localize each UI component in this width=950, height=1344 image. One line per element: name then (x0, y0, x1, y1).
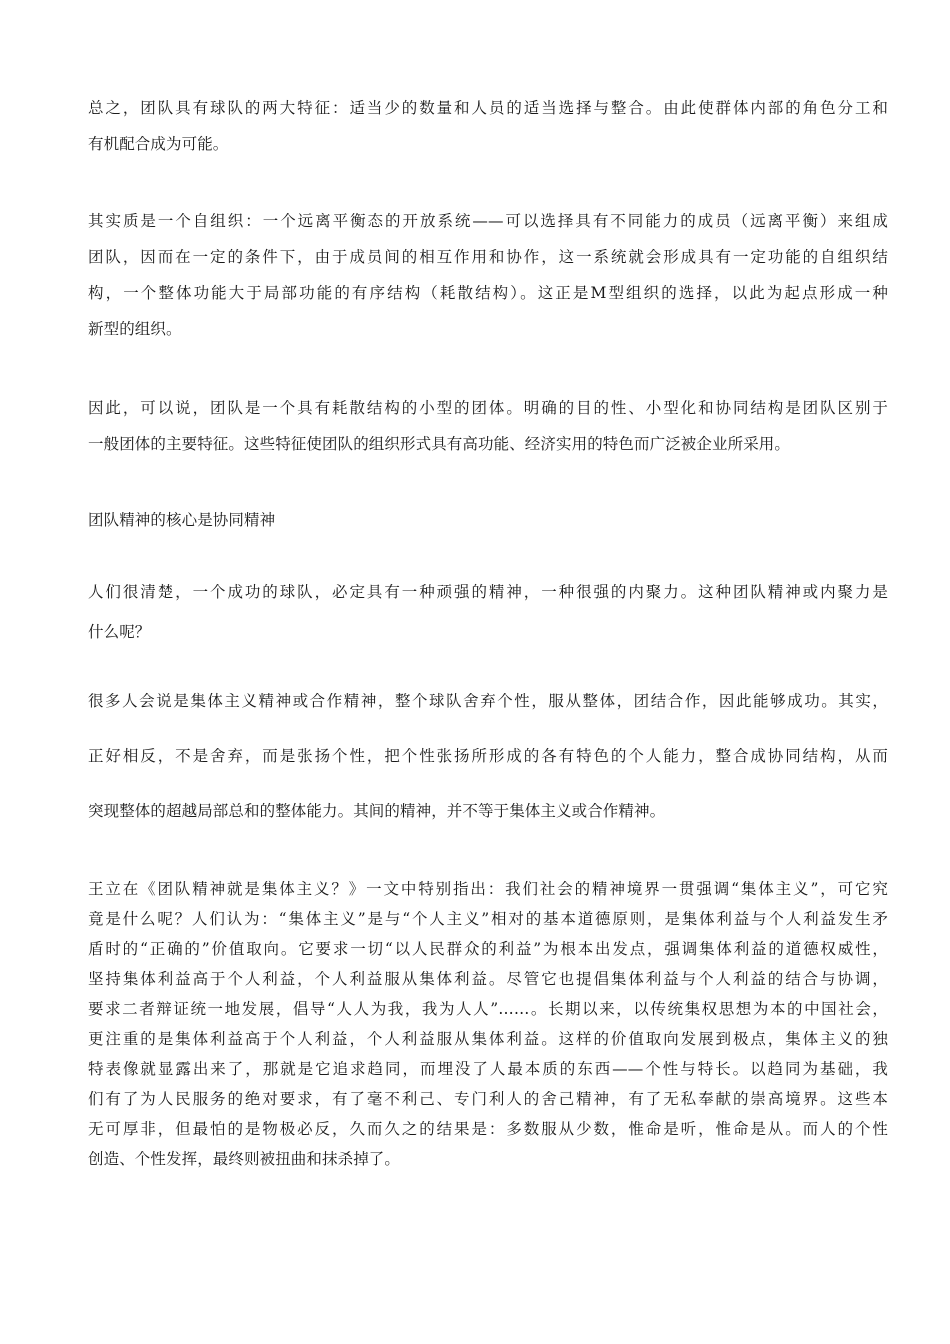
text-line: 新型的组织。 (88, 320, 182, 338)
text-line: 更注重的是集体利益高于个人利益，个人利益服从集体利益。这样的价值取向发展到极点，集体主义的独 (88, 1030, 888, 1048)
text-line: 一般团体的主要特征。这些特征使团队的组织形式具有高功能、经济实用的特色而广泛被企业所采用。 (88, 435, 791, 453)
paragraph-3 (88, 390, 888, 462)
text-line: 有机配合成为可能。 (88, 135, 229, 153)
heading-text: 团队精神的核心是协同精神 (88, 511, 276, 529)
text-line: 特表像就显露出来了，那就是它追求趋同，而埋没了人最本质的东西——个性与特长。以趋同为基础，我 (88, 1060, 888, 1078)
text-line: 突现整体的超越局部总和的整体能力。其间的精神，并不等于集体主义或合作精神。 (88, 802, 666, 820)
text-line: 们有了为人民服务的绝对要求，有了毫不利己、专门利人的舍己精神，有了无私奉献的崇高境界。这些本 (88, 1090, 888, 1108)
paragraph-6 (88, 874, 888, 1174)
text-line: 总之，团队具有球队的两大特征：适当少的数量和人员的适当选择与整合。由此使群体内部的角色分工和 (88, 99, 888, 117)
text-line: 构，一个整体功能大于局部功能的有序结构（耗散结构）。这正是M型组织的选择，以此为起点形成一种 (88, 284, 888, 302)
text-line: 竟是什么呢？人们认为：“集体主义”是与“个人主义”相对的基本道德原则，是集体利益与个人利益发生矛 (88, 910, 888, 928)
text-line: 很多人会说是集体主义精神或合作精神，整个球队舍弃个性，服从整体，团结合作，因此能够成功。其实， (88, 692, 888, 710)
text-line: 正好相反，不是舍弃，而是张扬个性，把个性张扬所形成的各有特色的个人能力，整合成协同结构，从而 (88, 747, 888, 765)
section-heading (88, 502, 888, 538)
paragraph-1 (88, 90, 888, 162)
text-line: 其实质是一个自组织：一个远离平衡态的开放系统——可以选择具有不同能力的成员（远离平衡）来组成 (88, 212, 888, 230)
paragraph-5 (88, 674, 888, 839)
text-line: 人们很清楚，一个成功的球队，必定具有一种顽强的精神，一种很强的内聚力。这种团队精神或内聚力是 (88, 583, 888, 601)
text-line: 因此，可以说，团队是一个具有耗散结构的小型的团体。明确的目的性、小型化和协同结构是团队区别于 (88, 399, 888, 417)
text-line: 团队，因而在一定的条件下，由于成员间的相互作用和协作，这一系统就会形成具有一定功能的自组织结 (88, 248, 888, 266)
paragraph-4 (88, 572, 888, 652)
text-line: 盾时的“正确的”价值取向。它要求一切“以人民群众的利益”为根本出发点，强调集体利益的道德权威性， (88, 940, 888, 958)
text-line: 要求二者辩证统一地发展，倡导“人人为我，我为人人”……。长期以来，以传统集权思想为本的中国社会， (88, 1000, 888, 1018)
paragraph-2 (88, 203, 888, 347)
text-line: 什么呢？ (88, 623, 151, 641)
text-line: 王立在《团队精神就是集体主义？》一文中特别指出：我们社会的精神境界一贯强调“集体主义”，可它究 (88, 880, 888, 898)
text-line: 无可厚非，但最怕的是物极必反，久而久之的结果是：多数服从少数，惟命是听，惟命是从。而人的个性 (88, 1120, 888, 1138)
text-line: 创造、个性发挥，最终则被扭曲和抹杀掉了。 (88, 1150, 401, 1168)
text-line: 坚持集体利益高于个人利益，个人利益服从集体利益。尽管它也提倡集体利益与个人利益的结合与协调， (88, 970, 888, 988)
